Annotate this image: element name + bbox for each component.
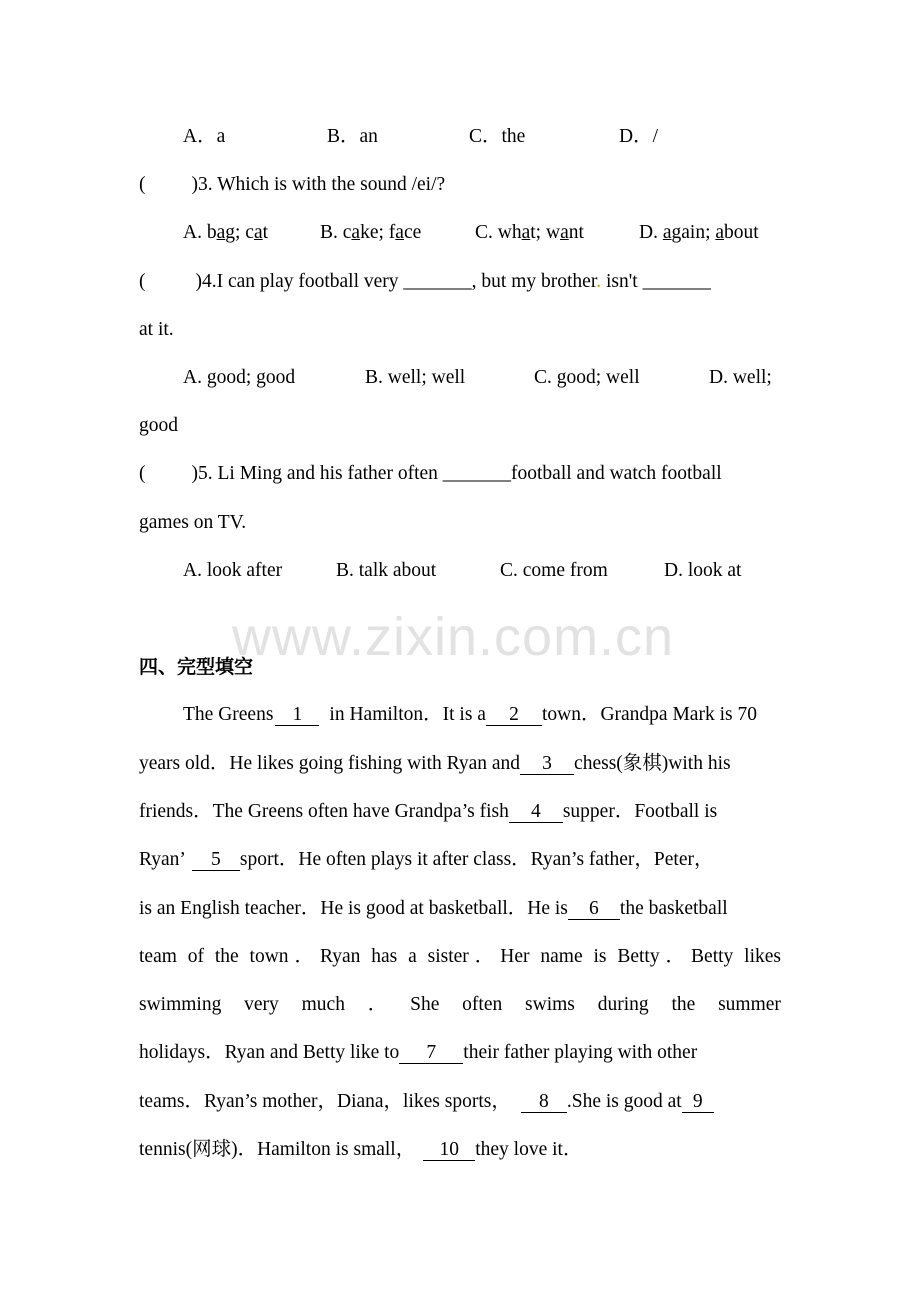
passage-line-2: years old．He likes going fishing with Ryan and 3 chess(象棋)with his (139, 753, 731, 774)
passage-line-4: Ryan’ 5 sport．He often plays it after class．Ryan’s father，Peter， (139, 849, 714, 870)
q4-option-c: C. good; well (534, 367, 640, 388)
q4-question-cont: at it. (139, 319, 174, 340)
q3-option-c: C. what; want (475, 222, 584, 243)
blank-3: 3 (520, 754, 574, 775)
q5-question: ( )5. Li Ming and his father often _______football and watch football (139, 463, 722, 484)
q4-question: ( )4.I can play football very _______, but my brother. isn't _______ (139, 271, 711, 292)
q4-option-d: D. well; (709, 367, 772, 388)
blank-4: 4 (509, 802, 563, 823)
blank-9: 9 (682, 1092, 714, 1113)
q4-option-d-wrap: good (139, 415, 178, 436)
q2-option-a: A．a (183, 126, 226, 147)
section-heading: 四、完型填空 (139, 656, 254, 678)
blank-5: 5 (192, 850, 240, 871)
blank-1: 1 (275, 705, 319, 726)
q5-option-c: C. come from (500, 560, 608, 581)
q3-question: ( )3. Which is with the sound /ei/? (139, 174, 446, 195)
passage-line-5: is an English teacher．He is good at basketball．He is 6 the basketball (139, 898, 728, 919)
q2-option-b: B．an (327, 126, 378, 147)
blank-2: 2 (486, 705, 542, 726)
passage-line-3: friends．The Greens often have Grandpa’s fish 4 supper．Football is (139, 801, 718, 822)
q2-option-c: C．the (469, 126, 526, 147)
q3-option-d: D. again; about (639, 222, 759, 243)
passage-line-7: swimming very much ． She often swims during the summer (139, 994, 781, 1015)
blank-10: 10 (423, 1140, 475, 1161)
passage-line-10: tennis(网球)．Hamilton is small， 10 they love it． (139, 1139, 583, 1160)
blank-6: 6 (568, 899, 620, 920)
q3-option-b: B. cake; face (320, 222, 422, 243)
passage-line-8: holidays．Ryan and Betty like to 7 their father playing with other (139, 1042, 698, 1063)
blank-8: 8 (521, 1092, 567, 1113)
q4-option-a: A. good; good (183, 367, 296, 388)
q5-option-b: B. talk about (336, 560, 437, 581)
passage-line-9: teams．Ryan’s mother，Diana，likes sports， 8 .She is good at 9 (139, 1090, 714, 1114)
q4-option-b: B. well; well (365, 367, 466, 388)
passage-line-6: team of the town．Ryan has a sister．Her name is Betty．Betty likes (139, 946, 781, 967)
q3-option-a: A. bag; cat (183, 222, 269, 243)
q2-option-d: D．/ (619, 126, 659, 147)
watermark: www.zixin.com.cn (232, 607, 675, 667)
q5-option-a: A. look after (183, 560, 283, 581)
q5-question-cont: games on TV. (139, 512, 247, 533)
passage-line-1: The Greens 1 in Hamilton．It is a 2 town．Grandpa Mark is 70 (183, 704, 757, 725)
blank-7: 7 (399, 1043, 463, 1064)
q5-option-d: D. look at (664, 560, 742, 581)
